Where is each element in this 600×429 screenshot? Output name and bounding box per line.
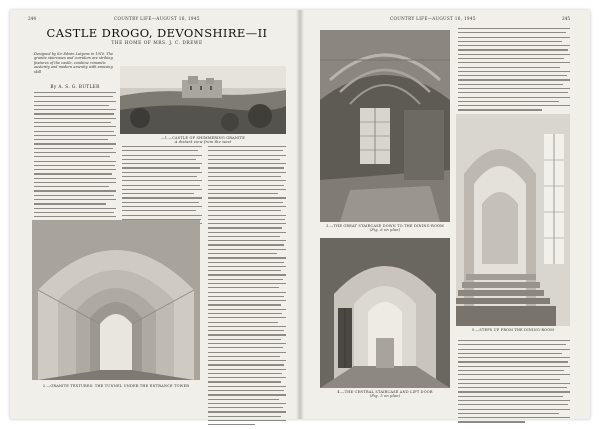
figure-4-caption-sub: (Fig. 5 on plan): [369, 394, 401, 399]
figure-3-caption-sub: (Fig. 6 on plan): [369, 228, 401, 233]
figure-3-caption-title: 3.—THE GREAT STAIRCASE DOWN TO THE DINING-ROOM: [326, 224, 444, 228]
article-intro: Designed by Sir Edwin Lutyens in 1910. The granite staircases and corridors are striking features of the castle, combine romantic austerity and modern amenity with amusing skill: [34, 52, 114, 74]
right-folio: 245: [562, 16, 570, 21]
figure-2-caption: 2.—GRANITE TEXTURES: THE TUNNEL UNDER THE ENTRANCE TOWER: [42, 384, 190, 388]
left-column-2-text: [122, 146, 202, 227]
figure-2-tunnel-photo: [32, 220, 200, 380]
right-column-top-text: [458, 28, 570, 114]
figure-1-castle-photo: [120, 66, 286, 134]
left-folio: 244: [28, 16, 36, 21]
left-column-1-text: [34, 92, 116, 229]
figure-1-caption: [120, 136, 286, 145]
left-running-head: COUNTRY LIFE—AUGUST 16, 1945: [114, 16, 200, 21]
figure-3-great-staircase-photo: [320, 30, 450, 222]
article-byline: By A. S. G. BUTLER: [50, 84, 100, 89]
figure-3-caption: [320, 224, 450, 233]
figure-1-caption-sub: A distant view from the west: [174, 140, 232, 145]
left-column-3-text: [208, 146, 286, 429]
figure-4-caption-title: 4.—THE CENTRAL STAIRCASE AND LIFT DOOR: [337, 390, 433, 394]
magazine-spread: [10, 10, 590, 419]
figure-4-caption: [320, 390, 450, 399]
figure-5-steps-photo: [456, 114, 570, 326]
article-subtitle: THE HOME OF MRS. J. C. DREWE: [111, 41, 203, 46]
right-running-head: COUNTRY LIFE—AUGUST 16, 1945: [390, 16, 476, 21]
figure-5-caption: 5.—STEPS UP FROM THE DINING-ROOM: [471, 328, 555, 332]
right-page: [300, 10, 590, 419]
figure-4-central-staircase-photo: [320, 238, 450, 388]
left-page: [10, 10, 300, 419]
figure-1-caption-title: —1.—CASTLE OF SHIMMERING GRANITE: [161, 136, 245, 140]
article-title: CASTLE DROGO, DEVONSHIRE—II: [46, 26, 268, 40]
right-column-bottom-text: [458, 340, 570, 426]
